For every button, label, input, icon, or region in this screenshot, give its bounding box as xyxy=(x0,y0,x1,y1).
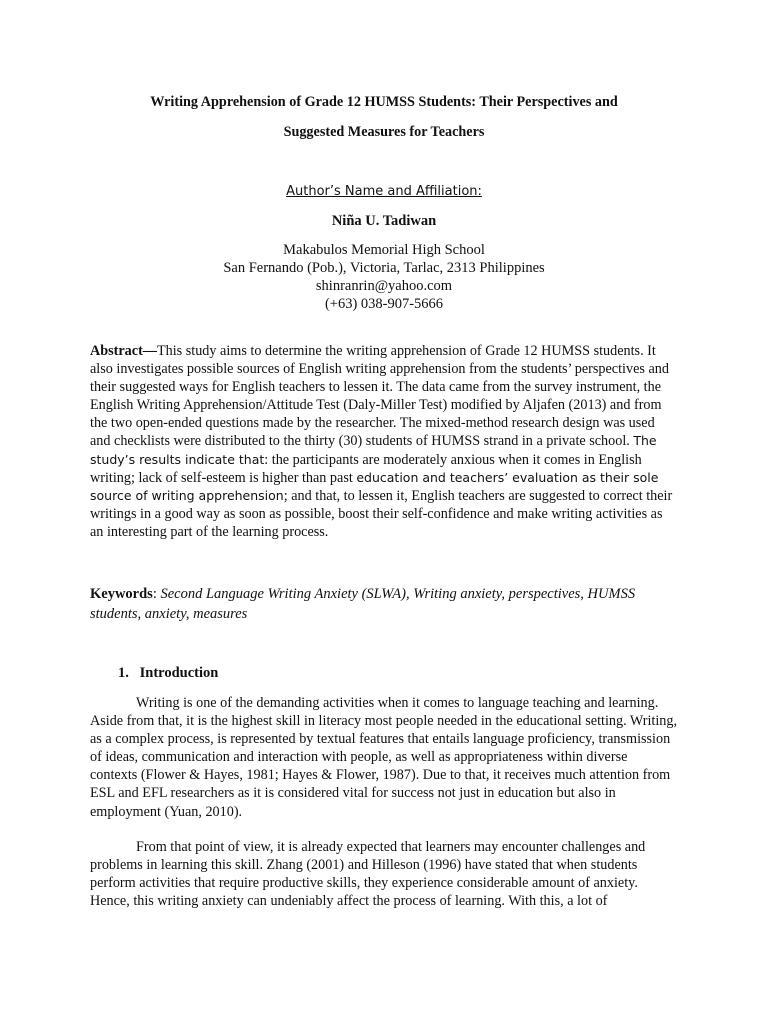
introduction-paragraph-1: Writing is one of the demanding activities when it comes to language teaching and learning. Aside from that, it is the highest skill in literacy most people needed in the educational setting. Writing, as a complex process, is represented by textual features that entails language proficiency, transmission of ideas, communication and interaction with people, as well as appropriateness within diverse contexts (Flower & Hayes, 1981; Hayes & Flower, 1987). Due to that, it receives much attention from ESL and EFL researchers as it is considered vital for success not just in education but also in employment (Yuan, 2010). xyxy=(90,695,678,820)
abstract-dash: — xyxy=(142,343,157,359)
keywords-paragraph xyxy=(90,584,678,624)
keywords-colon: : xyxy=(152,586,161,602)
paper-title-line-1: Writing Apprehension of Grade 12 HUMSS Students: Their Perspectives and xyxy=(150,94,618,110)
abstract-text-e: ; and that, to lessen it, English teachers are suggested to correct their writings in a good way as soon as possible, boost their self-confidence and make writing activities as an interesting part of the learning process. xyxy=(90,487,673,540)
author-heading: Author’s Name and Affiliation: xyxy=(286,184,482,199)
section-number: 1. xyxy=(118,665,129,681)
abstract-paragraph xyxy=(90,342,678,541)
keywords-label: Keywords xyxy=(90,586,153,602)
affiliation-email: shinranrin@yahoo.com xyxy=(315,278,453,294)
affiliation-phone: (+63) 038-907-5666 xyxy=(324,296,444,312)
paper-title-line-2: Suggested Measures for Teachers xyxy=(283,124,485,140)
keywords-text: Second Language Writing Anxiety (SLWA), Writing anxiety, perspectives, HUMSS students, anxiety, measures xyxy=(90,586,636,622)
introduction-paragraph-2: From that point of view, it is already expected that learners may encounter challenges and problems in learning this skill. Zhang (2001) and Hilleson (1996) have stated that when students perform activities that require productive skills, they experience considerable amount of anxiety. Hence, this writing anxiety can undeniably affect the process of learning. With this, a lot of xyxy=(90,839,646,910)
abstract-text-a: This study aims to determine the writing apprehension of Grade 12 HUMSS students. It also investigates possible sources of English writing apprehension from the students’ perspectives and their suggested ways for English teachers to lessen it. The data came from the survey instrument, the English Writing Apprehension/Attitude Test (Daly-Miller Test) modified by Aljafen (2013) and from the two open-ended questions made by the researcher. The mixed-method research design was used and checklists were distributed to the thirty (30) students of HUMSS strand in a private school. xyxy=(90,343,669,450)
abstract-text-d: education and teachers’ evaluation as their sole source of writing apprehension xyxy=(90,469,659,503)
abstract-label: Abstract xyxy=(90,343,143,359)
author-name: Niña U. Tadiwan xyxy=(331,213,437,229)
abstract-text-b: The study’s results indicate that xyxy=(90,433,657,467)
section-title: Introduction xyxy=(139,665,219,681)
affiliation-address: San Fernando (Pob.), Victoria, Tarlac, 2313 Philippines xyxy=(223,260,545,276)
section-heading-introduction xyxy=(118,664,218,682)
abstract-text-c: : the participants are moderately anxious when it comes in English writing; lack of self-esteem is higher than past xyxy=(90,451,642,486)
affiliation-school: Makabulos Memorial High School xyxy=(283,242,485,258)
